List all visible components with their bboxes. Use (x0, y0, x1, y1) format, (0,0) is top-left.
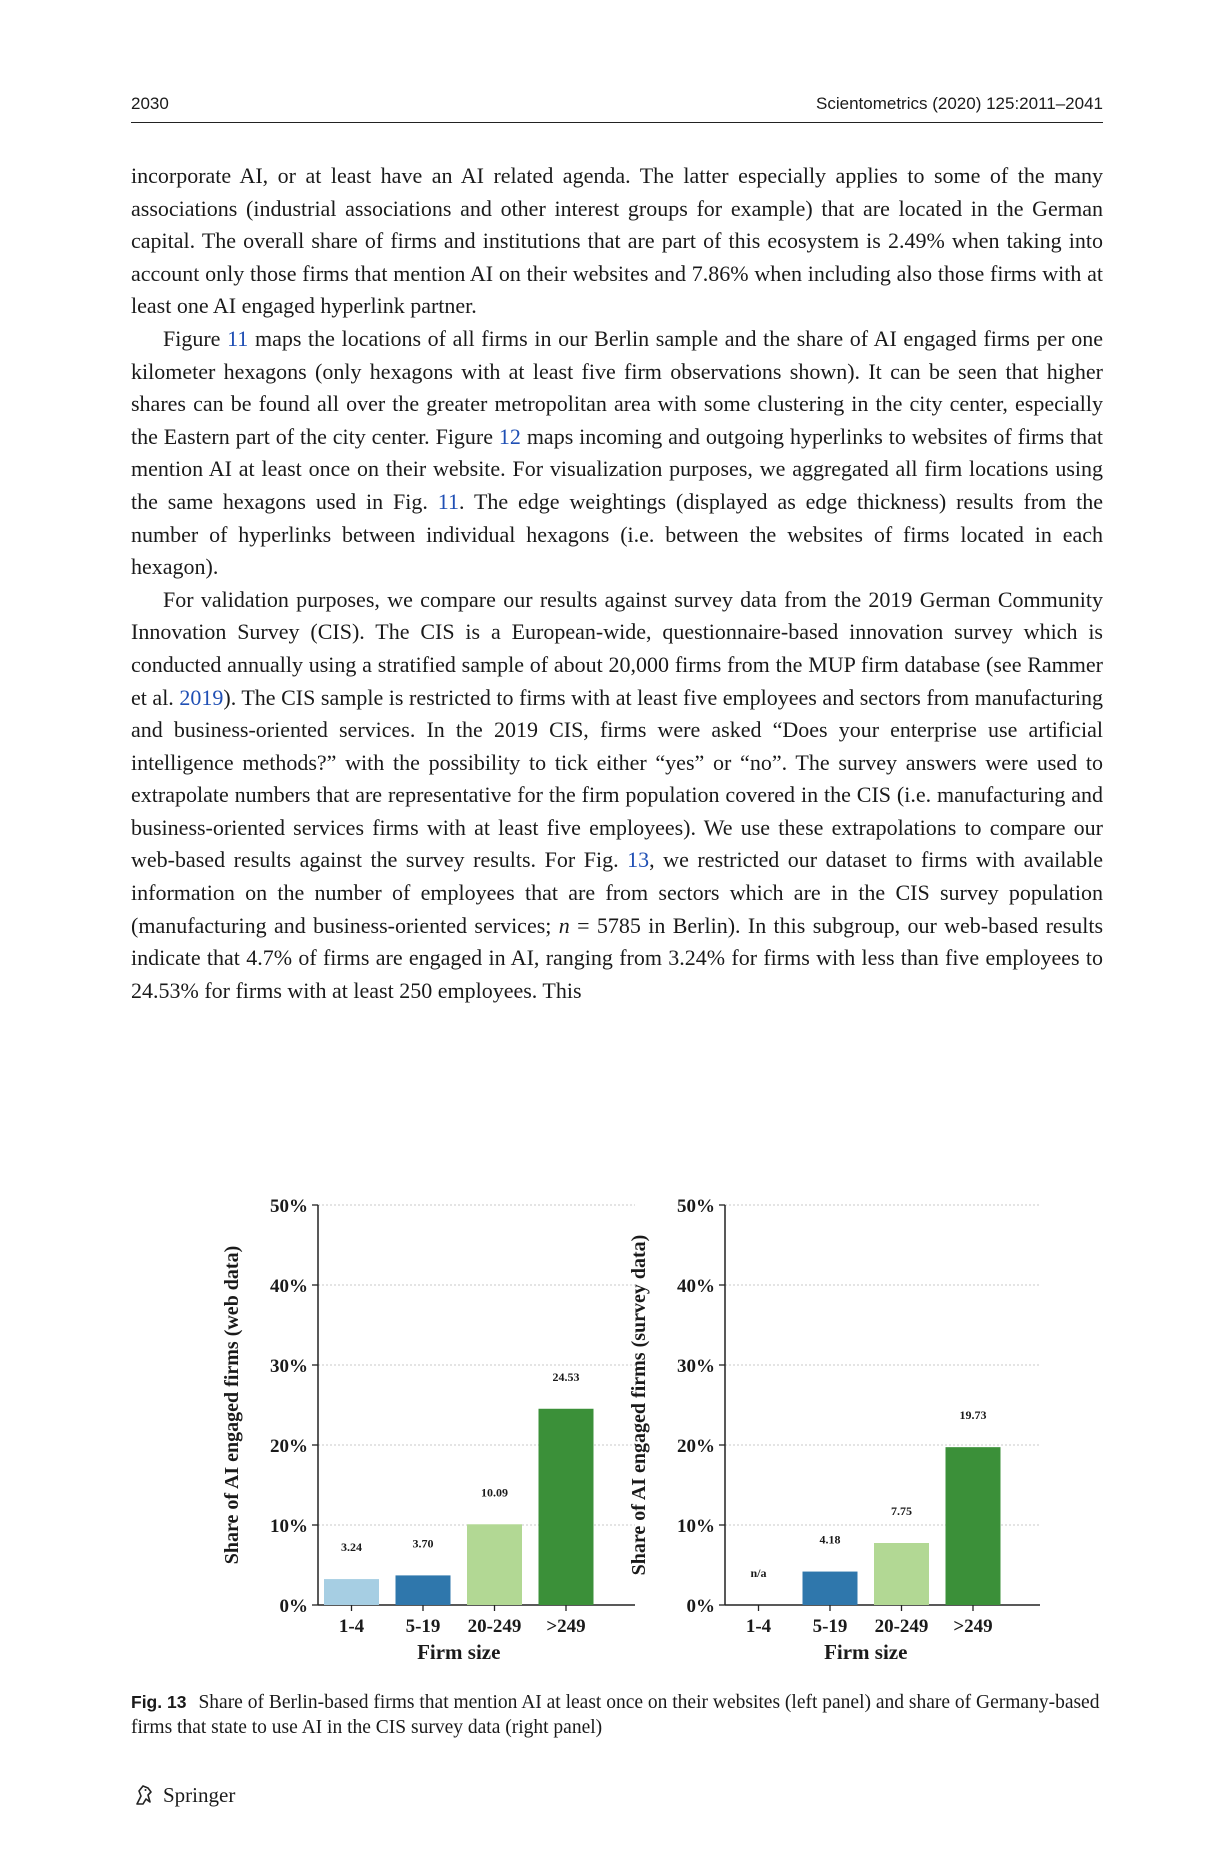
y-tick-label: 30% (270, 1356, 308, 1377)
x-tick-label: 5-19 (405, 1616, 441, 1637)
figure-12-link[interactable]: 12 (498, 423, 521, 449)
body-text (131, 160, 1103, 1007)
n-variable: n (558, 912, 570, 938)
figure-13-link[interactable]: 13 (627, 847, 650, 873)
bar (396, 1575, 451, 1605)
paragraph-3-text-c: , we restricted our dataset to firms with available information on the number of employees that are from sectors which are in the CIS survey population (manufacturing and business-oriented services; (131, 847, 1104, 938)
paragraph-3-text-a: For validation purposes, we compare our results against survey data from the 2019 German Community Innovation Survey (CIS). The CIS is a European-wide, questionnaire-based innovation survey which is conducted annually using a stratified sample of about 20,000 firms from the MUP firm database (see Rammer et al. (131, 586, 1103, 710)
x-axis-title: Firm size (417, 1640, 501, 1664)
paragraph-2-text-a: Figure (163, 325, 228, 351)
x-tick-label: 5-19 (812, 1616, 848, 1637)
y-tick-label: 50% (270, 1196, 308, 1217)
x-tick-label: 1-4 (745, 1616, 772, 1637)
paragraph-1 (131, 160, 1103, 323)
x-tick-label: >249 (546, 1616, 586, 1637)
paragraph-2-text-b: maps the locations of all firms in our Berlin sample and the share of AI engaged firms per one kilometer hexagons (only hexagons with at least five firm observations shown). It can be seen that higher shares can be found all over the greater metropolitan area with some clustering in the city center, especially the Eastern part of the city center. Figure (131, 325, 1103, 449)
paragraph-2-text-d: . The edge weightings (displayed as edge thickness) results from the number of hyperlinks between individual hexagons (i.e. between the websites of firms located in each hexagon). (131, 488, 1103, 580)
page-header (131, 92, 1103, 123)
paragraph-1-text: incorporate AI, or at least have an AI related agenda. The latter especially applies to some of the many associations (industrial associations and other interest groups for example) that are located in the German capital. The overall share of firms and institutions that are part of this ecosystem is 2.49% when taking into account only those firms that mention AI on their websites and 7.86% when including also those firms with at least one AI engaged hyperlink partner. (131, 163, 1103, 319)
springer-horse-icon (131, 1782, 157, 1808)
journal-citation: Scientometrics (2020) 125:2011–2041 (816, 94, 1103, 113)
x-tick-label: >249 (953, 1616, 993, 1637)
x-tick-label: 1-4 (338, 1616, 365, 1637)
x-tick-label: 20-249 (874, 1616, 929, 1637)
y-tick-label: 0% (279, 1596, 308, 1617)
y-tick-label: 40% (270, 1276, 308, 1297)
data-label: 4.18 (819, 1532, 841, 1547)
figure-caption (131, 1690, 1103, 1740)
page-footer (131, 1780, 235, 1810)
y-tick-label: 50% (677, 1196, 715, 1217)
y-tick-label: 30% (677, 1356, 715, 1377)
paragraph-2 (131, 323, 1103, 584)
data-label: 3.24 (341, 1540, 362, 1555)
citation-2019-link[interactable]: 2019 (179, 684, 224, 710)
data-label: 7.75 (891, 1504, 912, 1518)
data-label: 24.53 (552, 1369, 580, 1384)
figure-13 (200, 1175, 1040, 1675)
figure-11-link[interactable]: 11 (227, 325, 249, 351)
y-tick-label: 10% (270, 1516, 308, 1537)
bar (803, 1572, 858, 1605)
y-tick-label: 20% (270, 1436, 308, 1457)
bar (874, 1543, 929, 1605)
paragraph-3-text-b: ). The CIS sample is restricted to firms with at least five employees and sectors from manufacturing and business-oriented services. In the 2019 CIS, firms were asked “Does your enterprise use artificial intelligence methods?” with the possibility to tick either “yes” or “no”. The survey answers were used to extrapolate numbers that are representative for the firm population covered in the CIS (i.e. manufacturing and business-oriented services firms with at least five employees). We use these extrapolations to compare our web-based results against the survey results. For Fig. (131, 684, 1103, 873)
caption-text: Share of Berlin-based firms that mention AI at least once on their websites (left panel) and share of Germany-based firms that state to use AI in the CIS survey data (right panel) (131, 1692, 1100, 1738)
paragraph-3-text-d: = 5785 in Berlin). In this subgroup, our web-based results indicate that 4.7% of firms are engaged in AI, ranging from 3.24% for firms with less than five employees to 24.53% for firms with at least 250 employees. This (131, 912, 1104, 1003)
bar (324, 1579, 379, 1605)
paragraph-2-text-c: maps incoming and outgoing hyperlinks to websites of firms that mention AI at least once on their website. For visualization purposes, we aggregated all firm locations using the same hexagons used in Fig. (131, 423, 1103, 514)
data-label: 10.09 (481, 1485, 508, 1500)
x-tick-label: 20-249 (467, 1616, 522, 1637)
figure-13-chart (200, 1175, 1040, 1675)
y-tick-label: 10% (677, 1516, 715, 1537)
data-label: n/a (750, 1566, 767, 1580)
caption-label: Fig. 13 (131, 1692, 187, 1712)
y-axis-title: Share of AI engaged firms (survey data) (628, 1234, 650, 1576)
data-label: 19.73 (959, 1408, 987, 1423)
y-axis-title: Share of AI engaged firms (web data) (221, 1245, 243, 1565)
figure-11-link-2[interactable]: 11 (437, 488, 459, 514)
x-axis-title: Firm size (824, 1640, 908, 1664)
bar (946, 1447, 1001, 1605)
publisher-name: Springer (163, 1782, 236, 1807)
paragraph-3 (131, 584, 1103, 1008)
bar (539, 1409, 594, 1605)
page-number: 2030 (131, 94, 169, 113)
y-tick-label: 40% (677, 1276, 715, 1297)
y-tick-label: 0% (686, 1596, 715, 1617)
y-tick-label: 20% (677, 1436, 715, 1457)
data-label: 3.70 (412, 1536, 434, 1551)
bar (467, 1524, 522, 1605)
